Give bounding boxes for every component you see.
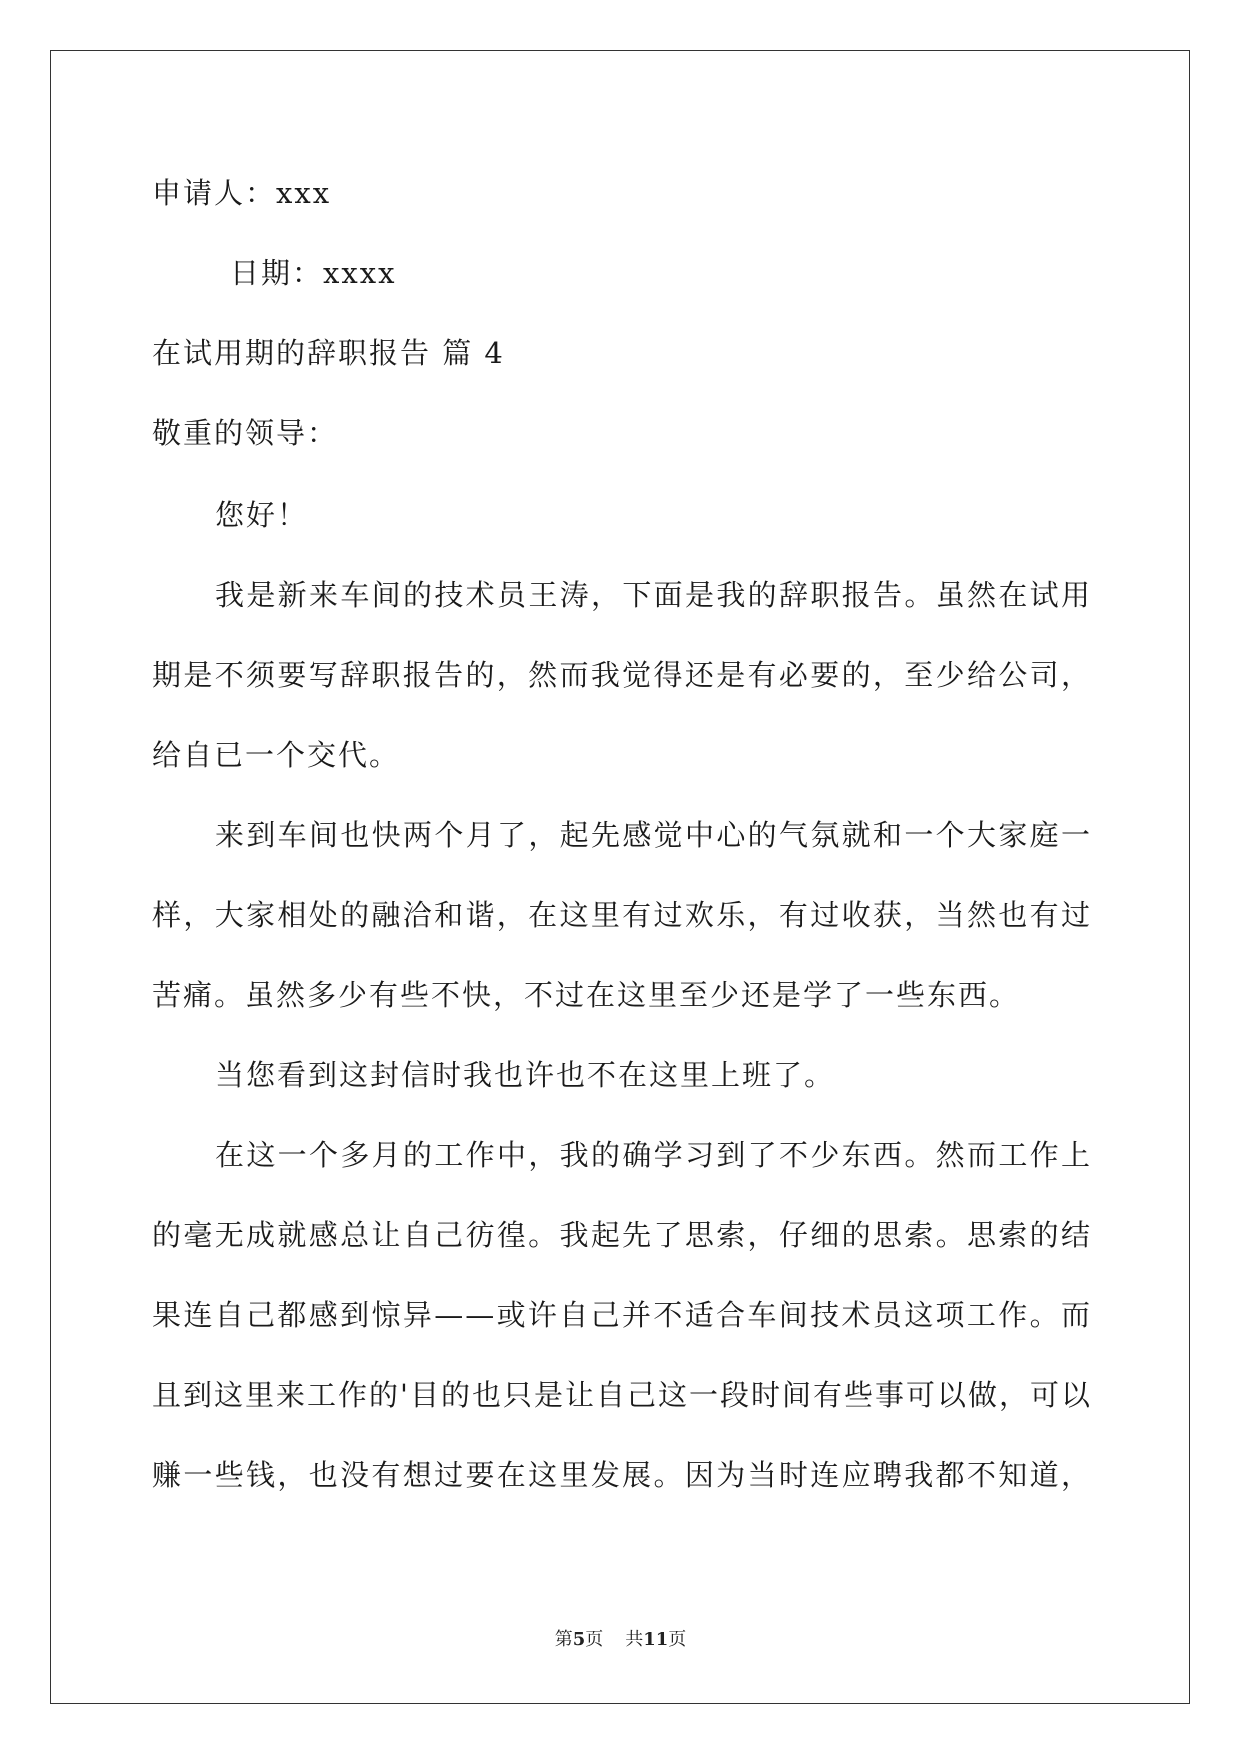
page-number-footer <box>0 1625 1241 1651</box>
paragraph-1-line-3: 给自已一个交代。 <box>152 738 401 772</box>
footer-total-suffix: 页 <box>668 1629 687 1650</box>
paragraph-2-line-2: 样，大家相处的融洽和谐，在这里有过欢乐，有过收获，当然也有过 <box>152 898 1092 932</box>
paragraph-4-line-1: 在这一个多月的工作中，我的确学习到了不少东西。然而工作上 <box>215 1138 1092 1172</box>
paragraph-4-line-5: 赚一些钱，也没有想过要在这里发展。因为当时连应聘我都不知道， <box>152 1458 1092 1492</box>
applicant-line: 申请人：xxx <box>152 176 332 210</box>
footer-total-prefix: 共 <box>625 1629 644 1650</box>
paragraph-4-line-2: 的毫无成就感总让自己彷徨。我起先了思索，仔细的思索。思索的结 <box>152 1218 1092 1252</box>
paragraph-2-line-1: 来到车间也快两个月了，起先感觉中心的气氛就和一个大家庭一 <box>215 818 1092 852</box>
date-line: 日期：xxxx <box>230 256 397 290</box>
paragraph-3-line-1: 当您看到这封信时我也许也不在这里上班了。 <box>215 1058 836 1092</box>
greeting: 您好！ <box>215 498 309 532</box>
paragraph-1-line-2: 期是不须要写辞职报告的，然而我觉得还是有必要的，至少给公司， <box>152 658 1092 692</box>
footer-page-current: 5 <box>572 1629 586 1650</box>
paragraph-1-line-1: 我是新来车间的技术员王涛，下面是我的辞职报告。虽然在试用 <box>215 578 1092 612</box>
footer-page-mid: 页 <box>585 1629 604 1650</box>
page-border <box>50 50 1190 1704</box>
section-title: 在试用期的辞职报告 篇 4 <box>152 336 505 370</box>
paragraph-4-line-4: 且到这里来工作的'目的也只是让自己这一段时间有些事可以做，可以 <box>152 1378 1092 1412</box>
paragraph-4-line-3: 果连自己都感到惊异——或许自己并不适合车间技术员这项工作。而 <box>152 1298 1092 1332</box>
footer-page-prefix: 第 <box>554 1629 573 1650</box>
footer-page-total: 11 <box>643 1629 669 1650</box>
paragraph-2-line-3: 苦痛。虽然多少有些不快，不过在这里至少还是学了一些东西。 <box>152 978 1021 1012</box>
salutation: 敬重的领导： <box>152 416 339 450</box>
